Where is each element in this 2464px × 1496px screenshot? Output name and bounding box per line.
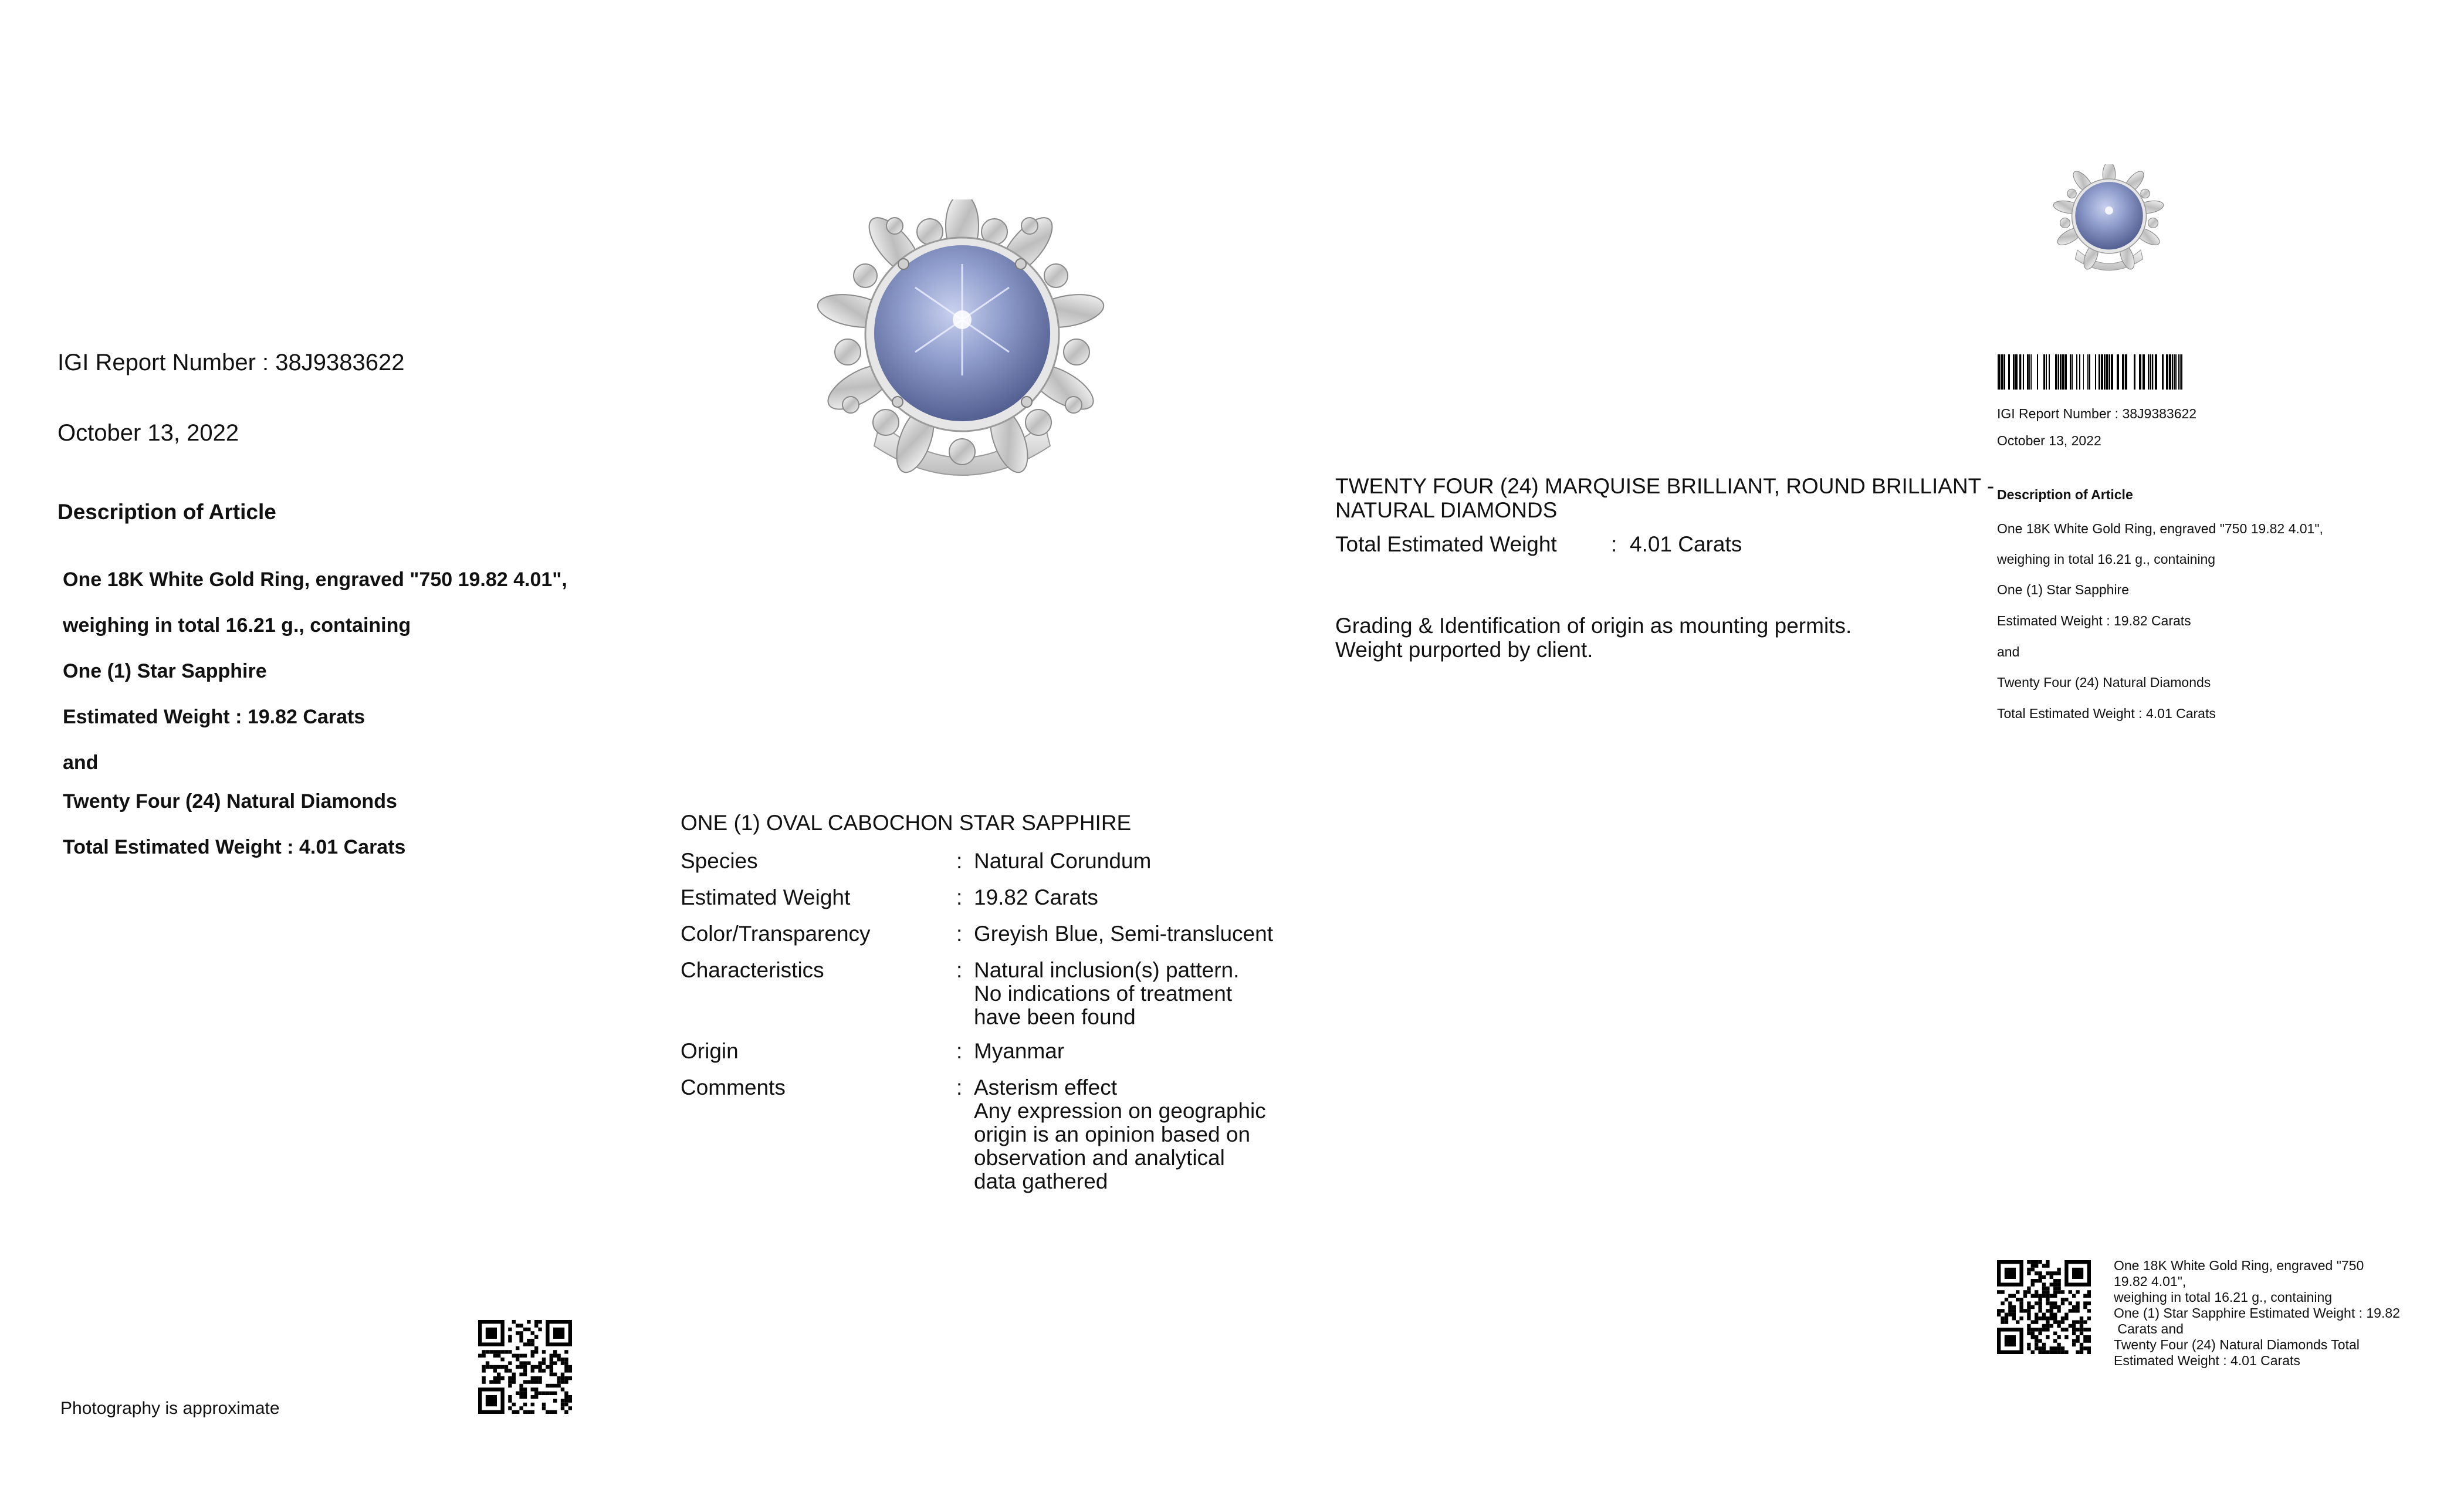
row-label: Comments (681, 1075, 786, 1099)
diamonds-heading: TWENTY FOUR (24) MARQUISE BRILLIANT, ROUND BRILLIANT - NATURAL DIAMONDS (1335, 474, 1995, 522)
row-label: Color/Transparency (681, 922, 871, 946)
description-line: and (63, 752, 99, 774)
row-label: Estimated Weight (681, 885, 851, 909)
barcode (1998, 354, 2185, 392)
ring-photo (798, 199, 1126, 505)
description-heading: Description of Article (57, 500, 276, 524)
card-description-line: and (1997, 644, 2020, 659)
description-line: One (1) Star Sapphire (63, 660, 267, 682)
row-label: Species (681, 849, 758, 873)
description-line: weighing in total 16.21 g., containing (63, 614, 411, 637)
row-value: Myanmar (974, 1039, 1065, 1063)
description-line: Total Estimated Weight : 4.01 Carats (63, 836, 406, 858)
description-line: Twenty Four (24) Natural Diamonds (63, 790, 397, 813)
qr-code (478, 1320, 572, 1417)
row-value: 4.01 Carats (1630, 532, 1742, 556)
row-colon: : (956, 849, 963, 873)
grading-note: Grading & Identification of origin as mounting permits. Weight purported by client. (1335, 614, 1852, 662)
description-line: One 18K White Gold Ring, engraved "750 19.82 4.01", (63, 568, 567, 591)
report-date: October 13, 2022 (57, 420, 239, 446)
row-colon: : (956, 958, 963, 982)
sapphire-heading: ONE (1) OVAL CABOCHON STAR SAPPHIRE (681, 811, 1132, 835)
card-report-number: IGI Report Number : 38J9383622 (1997, 406, 2197, 421)
row-value: Asterism effect Any expression on geographic origin is an opinion based on observation and analytical data gathered (974, 1075, 1266, 1193)
row-value: Natural inclusion(s) pattern. No indications of treatment have been found (974, 958, 1240, 1029)
card-date: October 13, 2022 (1997, 433, 2101, 448)
row-value: Greyish Blue, Semi-translucent (974, 922, 1273, 946)
description-line: Estimated Weight : 19.82 Carats (63, 706, 365, 728)
row-colon: : (956, 922, 963, 946)
card-description-line: weighing in total 16.21 g., containing (1997, 551, 2216, 567)
row-value: 19.82 Carats (974, 885, 1098, 909)
row-colon: : (1611, 532, 1617, 556)
card-description-line: Total Estimated Weight : 4.01 Carats (1997, 706, 2216, 721)
ring-thumbnail (2039, 164, 2179, 282)
card-description-line: Estimated Weight : 19.82 Carats (1997, 613, 2191, 628)
card-description-line: One 18K White Gold Ring, engraved "750 19.82 4.01", (1997, 521, 2323, 536)
row-label: Characteristics (681, 958, 824, 982)
row-colon: : (956, 1075, 963, 1099)
card-qr-code (1997, 1260, 2091, 1357)
row-colon: : (956, 885, 963, 909)
row-label: Origin (681, 1039, 739, 1063)
row-label: Total Estimated Weight (1335, 532, 1557, 556)
row-colon: : (956, 1039, 963, 1063)
row-value: Natural Corundum (974, 849, 1152, 873)
report-number: IGI Report Number : 38J9383622 (57, 350, 405, 375)
card-qr-caption: One 18K White Gold Ring, engraved "750 19.82 4.01", weighing in total 16.21 g., containing One (1) Star Sapphire Estimated Weight : 19.82 Carats and Twenty Four (24) Natural Diamonds Total Estimated Weight : 4.01 Carats (2114, 1258, 2400, 1368)
photography-note: Photography is approximate (60, 1399, 280, 1418)
card-description-line: Twenty Four (24) Natural Diamonds (1997, 675, 2211, 690)
card-description-heading: Description of Article (1997, 487, 2133, 502)
card-description-line: One (1) Star Sapphire (1997, 582, 2130, 597)
